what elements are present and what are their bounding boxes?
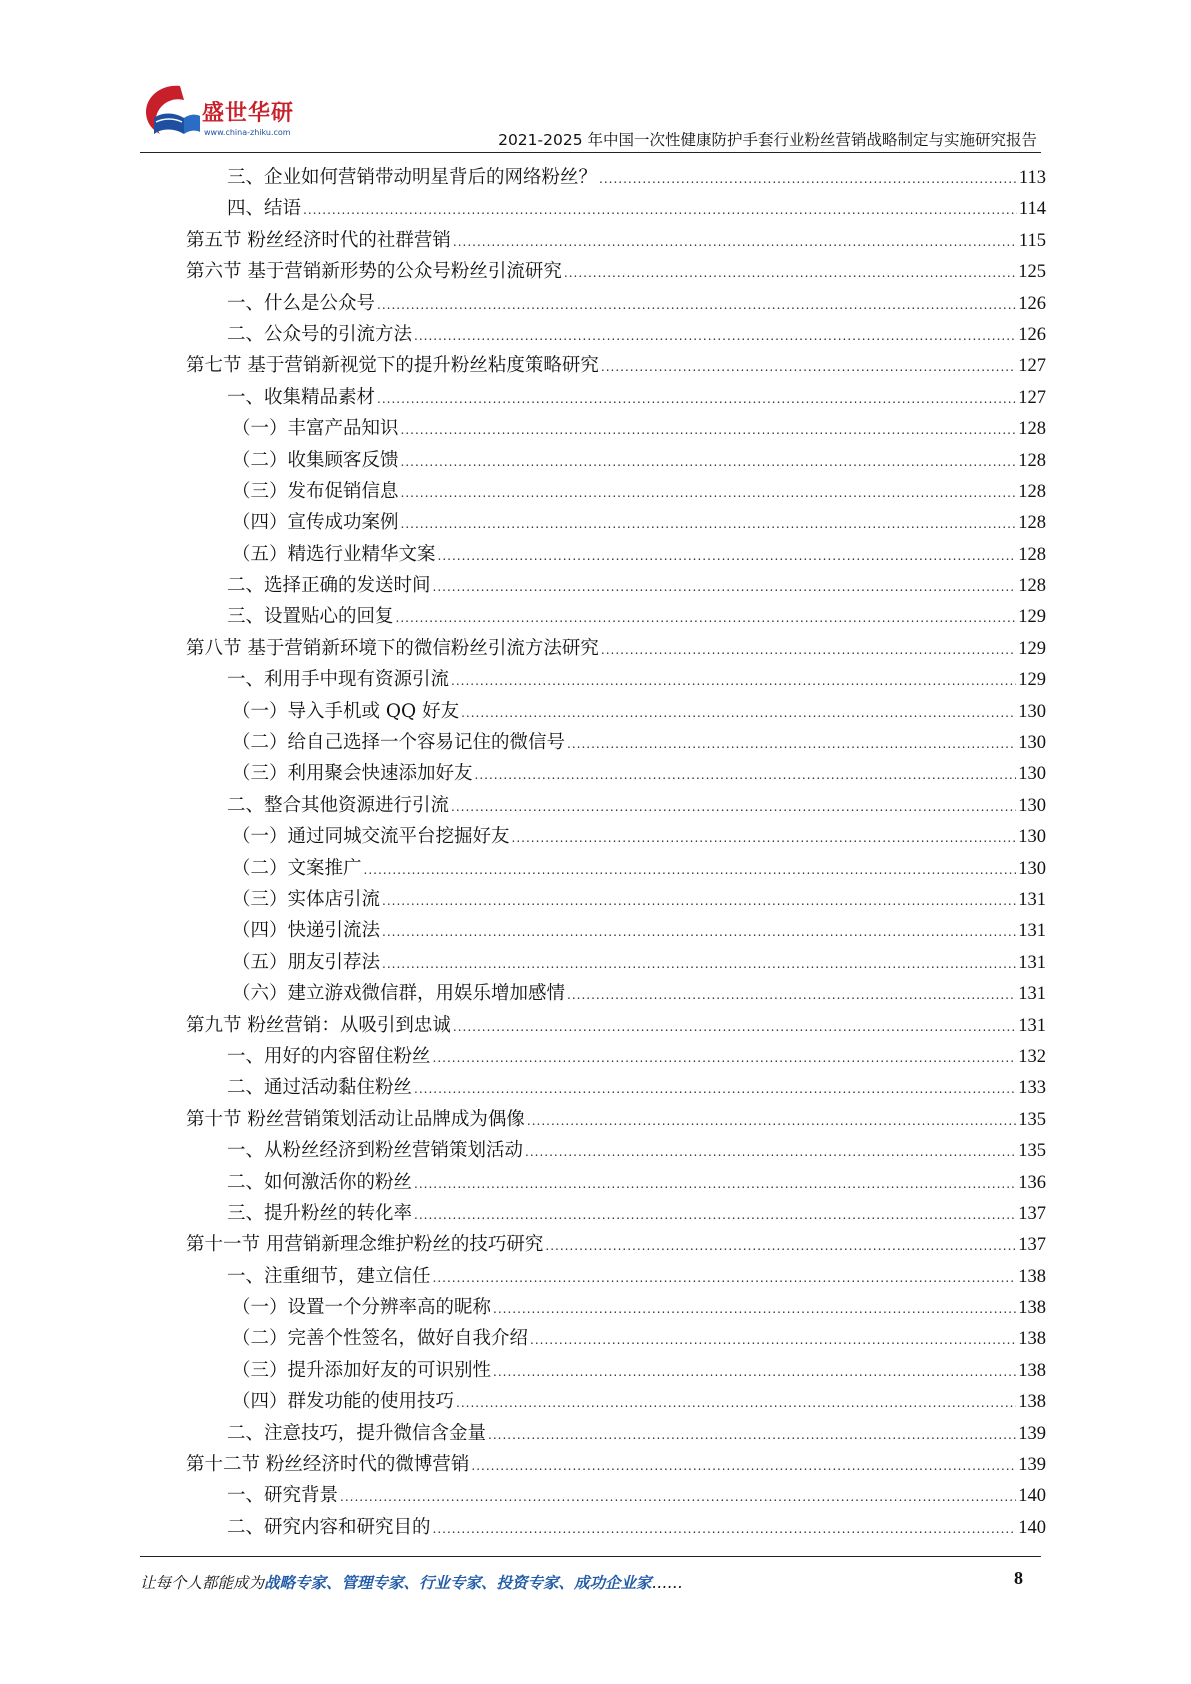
toc-entry-page: 131 xyxy=(1018,952,1046,973)
toc-leader-dots xyxy=(377,290,1016,321)
toc-entry[interactable] xyxy=(186,382,1046,413)
toc-entry-page: 130 xyxy=(1018,858,1046,879)
toc-entry[interactable] xyxy=(186,413,1046,444)
toc-entry-title: （三）利用聚会快速添加好友 xyxy=(232,763,473,785)
toc-leader-dots xyxy=(567,980,1016,1011)
toc-entry-page: 130 xyxy=(1018,733,1046,754)
table-of-contents xyxy=(186,162,1046,1543)
toc-entry-page: 138 xyxy=(1018,1392,1046,1413)
toc-entry-page: 140 xyxy=(1018,1517,1046,1538)
toc-leader-dots xyxy=(525,1137,1016,1168)
toc-entry-title: （四）快递引流法 xyxy=(232,920,381,942)
toc-leader-dots xyxy=(461,698,1016,729)
toc-entry-page: 137 xyxy=(1018,1203,1046,1224)
toc-leader-dots xyxy=(414,1200,1016,1231)
toc-entry-title: （二）完善个性签名，做好自我介绍 xyxy=(232,1328,529,1350)
toc-entry-title: （三）发布促销信息 xyxy=(232,480,399,502)
toc-entry-page: 128 xyxy=(1018,513,1046,534)
toc-leader-dots xyxy=(433,1263,1017,1294)
toc-entry[interactable] xyxy=(186,507,1046,538)
toc-entry-title: 二、研究内容和研究目的 xyxy=(227,1516,431,1538)
toc-entry[interactable] xyxy=(186,319,1046,350)
logo-emblem-icon xyxy=(140,82,204,142)
toc-entry-page: 130 xyxy=(1018,795,1046,816)
toc-leader-dots xyxy=(564,258,1016,289)
toc-leader-dots xyxy=(401,447,1017,478)
toc-entry-page: 140 xyxy=(1018,1486,1046,1507)
toc-entry-title: 第十二节 粉丝经济时代的微博营销 xyxy=(186,1454,470,1476)
toc-entry-page: 128 xyxy=(1018,419,1046,440)
toc-entry-page: 139 xyxy=(1018,1423,1046,1444)
toc-entry-page: 129 xyxy=(1018,638,1046,659)
toc-entry-page: 132 xyxy=(1018,1046,1046,1067)
toc-entry-title: 三、设置贴心的回复 xyxy=(227,606,394,628)
toc-entry-page: 128 xyxy=(1018,576,1046,597)
toc-entry-title: （二）文案推广 xyxy=(232,857,362,879)
toc-entry-title: 二、整合其他资源进行引流 xyxy=(227,794,450,816)
toc-entry-page: 135 xyxy=(1018,1109,1046,1130)
toc-entry-page: 130 xyxy=(1018,764,1046,785)
toc-entry-page: 131 xyxy=(1018,889,1046,910)
toc-leader-dots xyxy=(438,541,1017,572)
toc-leader-dots xyxy=(567,729,1016,760)
toc-entry[interactable] xyxy=(186,1072,1046,1103)
toc-entry-page: 125 xyxy=(1018,262,1046,283)
toc-leader-dots xyxy=(401,509,1017,540)
toc-entry-title: （四）宣传成功案例 xyxy=(232,512,399,534)
toc-entry-title: （一）设置一个分辨率高的昵称 xyxy=(232,1297,492,1319)
toc-entry[interactable] xyxy=(186,1292,1046,1323)
toc-entry[interactable] xyxy=(186,727,1046,758)
toc-entry-title: （五）朋友引荐法 xyxy=(232,951,381,973)
toc-entry-page: 126 xyxy=(1018,293,1046,314)
toc-entry-page: 136 xyxy=(1018,1172,1046,1193)
slogan-suffix: …… xyxy=(651,1574,683,1592)
toc-leader-dots xyxy=(475,760,1017,791)
toc-entry-title: 一、收集精品素材 xyxy=(227,386,376,408)
toc-leader-dots xyxy=(527,1106,1016,1137)
toc-leader-dots xyxy=(493,1357,1016,1388)
toc-entry-page: 115 xyxy=(1018,230,1046,251)
toc-entry[interactable] xyxy=(186,1261,1046,1292)
toc-leader-dots xyxy=(433,1514,1017,1545)
toc-entry[interactable] xyxy=(186,1323,1046,1354)
toc-entry-page: 126 xyxy=(1018,324,1046,345)
toc-entry-title: 一、用好的内容留住粉丝 xyxy=(227,1045,431,1067)
toc-entry[interactable] xyxy=(186,1480,1046,1511)
logo-name: 盛世华研 xyxy=(202,101,295,126)
toc-entry-title: 二、注意技巧，提升微信含金量 xyxy=(227,1422,487,1444)
toc-entry-page: 138 xyxy=(1018,1329,1046,1350)
toc-entry-title: 二、公众号的引流方法 xyxy=(227,323,413,345)
toc-leader-dots xyxy=(530,1325,1016,1356)
logo-url: www.china-zhiku.com xyxy=(204,128,291,137)
toc-entry[interactable] xyxy=(186,790,1046,821)
toc-entry-title: 一、利用手中现有资源引流 xyxy=(227,669,450,691)
toc-leader-dots xyxy=(340,1482,1016,1513)
toc-entry-title: 二、通过活动黏住粉丝 xyxy=(227,1077,413,1099)
toc-entry[interactable] xyxy=(186,350,1046,381)
toc-leader-dots xyxy=(382,886,1016,917)
toc-entry-title: 二、选择正确的发送时间 xyxy=(227,575,431,597)
toc-leader-dots xyxy=(493,1294,1016,1325)
slogan-prefix: 让每个人都能成为 xyxy=(140,1574,265,1592)
toc-leader-dots xyxy=(451,792,1016,823)
toc-entry[interactable] xyxy=(186,1418,1046,1449)
toc-entry[interactable] xyxy=(186,162,1046,193)
toc-entry-title: 第十节 粉丝营销策划活动让品牌成为偶像 xyxy=(186,1108,525,1130)
toc-leader-dots xyxy=(451,666,1016,697)
toc-entry[interactable] xyxy=(186,1512,1046,1543)
header-divider xyxy=(140,152,1041,153)
toc-entry-title: 第十一节 用营销新理念维护粉丝的技巧研究 xyxy=(186,1234,544,1256)
toc-entry-title: 第八节 基于营销新环境下的微信粉丝引流方法研究 xyxy=(186,637,599,659)
toc-entry-page: 131 xyxy=(1018,921,1046,942)
toc-entry-page: 113 xyxy=(1018,168,1046,188)
toc-leader-dots xyxy=(382,949,1016,980)
toc-entry-title: （三）提升添加好友的可识别性 xyxy=(232,1359,492,1381)
toc-entry[interactable] xyxy=(186,1386,1046,1417)
toc-leader-dots xyxy=(545,1231,1016,1262)
toc-entry-title: 一、注重细节，建立信任 xyxy=(227,1265,431,1287)
toc-entry[interactable] xyxy=(186,758,1046,789)
toc-leader-dots xyxy=(453,227,1017,258)
toc-entry-title: （一）通过同城交流平台挖掘好友 xyxy=(232,826,510,848)
toc-entry[interactable] xyxy=(186,1010,1046,1041)
toc-entry[interactable] xyxy=(186,445,1046,476)
toc-entry-page: 138 xyxy=(1018,1298,1046,1319)
toc-entry-page: 135 xyxy=(1018,1141,1046,1162)
toc-leader-dots xyxy=(488,1420,1016,1451)
toc-entry[interactable] xyxy=(186,633,1046,664)
toc-entry-page: 133 xyxy=(1018,1078,1046,1099)
toc-entry[interactable] xyxy=(186,1449,1046,1480)
toc-entry[interactable] xyxy=(186,1355,1046,1386)
footer-divider xyxy=(140,1556,1041,1557)
toc-leader-dots xyxy=(601,635,1016,666)
toc-entry[interactable] xyxy=(186,978,1046,1009)
toc-entry[interactable] xyxy=(186,193,1046,224)
toc-entry[interactable] xyxy=(186,1167,1046,1198)
toc-entry-page: 131 xyxy=(1018,1015,1046,1036)
toc-entry-title: 三、企业如何营销带动明星背后的网络粉丝？ xyxy=(227,167,598,188)
toc-leader-dots xyxy=(433,572,1017,603)
toc-entry-page: 129 xyxy=(1018,607,1046,628)
toc-entry-page: 129 xyxy=(1018,670,1046,691)
toc-entry-title: 第九节 粉丝营销：从吸引到忠诚 xyxy=(186,1014,451,1036)
toc-entry-title: 一、研究背景 xyxy=(227,1485,339,1507)
toc-leader-dots xyxy=(414,321,1016,352)
toc-entry-title: （三）实体店引流 xyxy=(232,888,381,910)
toc-entry-page: 114 xyxy=(1018,199,1046,220)
toc-entry[interactable] xyxy=(186,915,1046,946)
toc-leader-dots xyxy=(401,478,1017,509)
toc-entry-title: （二）给自己选择一个容易记住的微信号 xyxy=(232,732,566,754)
toc-entry[interactable] xyxy=(186,476,1046,507)
company-logo xyxy=(140,82,330,152)
toc-entry[interactable] xyxy=(186,256,1046,287)
toc-entry[interactable] xyxy=(186,853,1046,884)
toc-leader-dots xyxy=(414,1074,1016,1105)
slogan-highlight: 战略专家、管理专家、行业专家、投资专家、成功企业家 xyxy=(264,1573,652,1592)
toc-entry-page: 128 xyxy=(1018,450,1046,471)
toc-entry-page: 131 xyxy=(1018,984,1046,1005)
toc-leader-dots xyxy=(512,823,1017,854)
toc-entry-title: （一）导入手机或 QQ 好友 xyxy=(232,700,460,722)
toc-leader-dots xyxy=(364,855,1017,886)
toc-entry-page: 138 xyxy=(1018,1360,1046,1381)
toc-entry-page: 127 xyxy=(1018,387,1046,408)
toc-entry[interactable] xyxy=(186,947,1046,978)
toc-leader-dots xyxy=(414,1169,1016,1200)
toc-entry[interactable] xyxy=(186,1041,1046,1072)
toc-entry-title: 第五节 粉丝经济时代的社群营销 xyxy=(186,229,451,251)
toc-entry[interactable] xyxy=(186,539,1046,570)
toc-entry[interactable] xyxy=(186,696,1046,727)
footer-slogan xyxy=(140,1571,683,1593)
toc-entry-title: 三、提升粉丝的转化率 xyxy=(227,1202,413,1224)
toc-entry[interactable] xyxy=(186,884,1046,915)
toc-entry[interactable] xyxy=(186,570,1046,601)
toc-entry-page: 127 xyxy=(1018,356,1046,377)
toc-entry-page: 130 xyxy=(1018,827,1046,848)
toc-entry-page: 128 xyxy=(1018,544,1046,565)
toc-entry-title: 二、如何激活你的粉丝 xyxy=(227,1171,413,1193)
toc-leader-dots xyxy=(303,195,1017,226)
toc-entry[interactable] xyxy=(186,1229,1046,1260)
toc-leader-dots xyxy=(599,164,1017,195)
toc-leader-dots xyxy=(601,352,1016,383)
toc-entry-page: 130 xyxy=(1018,701,1046,722)
toc-leader-dots xyxy=(377,384,1016,415)
toc-entry-title: （一）丰富产品知识 xyxy=(232,418,399,440)
toc-leader-dots xyxy=(382,917,1016,948)
toc-entry-page: 128 xyxy=(1018,481,1046,502)
toc-entry-title: 一、从粉丝经济到粉丝营销策划活动 xyxy=(227,1140,524,1162)
toc-entry-title: （四）群发功能的使用技巧 xyxy=(232,1391,455,1413)
toc-entry-title: 第七节 基于营销新视觉下的提升粉丝粘度策略研究 xyxy=(186,355,599,377)
toc-entry-page: 139 xyxy=(1018,1455,1046,1476)
toc-entry[interactable] xyxy=(186,1135,1046,1166)
toc-entry-title: （六）建立游戏微信群，用娱乐增加感情 xyxy=(232,983,566,1005)
toc-entry[interactable] xyxy=(186,1198,1046,1229)
toc-entry[interactable] xyxy=(186,288,1046,319)
toc-entry-title: 一、什么是公众号 xyxy=(227,292,376,314)
toc-entry[interactable] xyxy=(186,601,1046,632)
toc-entry[interactable] xyxy=(186,664,1046,695)
toc-entry-title: （五）精选行业精华文案 xyxy=(232,543,436,565)
toc-entry-title: （二）收集顾客反馈 xyxy=(232,449,399,471)
page-number: 8 xyxy=(1014,1568,1023,1588)
toc-leader-dots xyxy=(433,1043,1017,1074)
toc-entry[interactable] xyxy=(186,821,1046,852)
toc-entry-page: 138 xyxy=(1018,1266,1046,1287)
toc-entry-title: 四、结语 xyxy=(227,198,302,220)
toc-leader-dots xyxy=(401,415,1017,446)
toc-entry[interactable] xyxy=(186,1104,1046,1135)
toc-leader-dots xyxy=(471,1451,1016,1482)
toc-leader-dots xyxy=(453,1012,1016,1043)
toc-leader-dots xyxy=(396,603,1017,634)
toc-entry-page: 137 xyxy=(1018,1235,1046,1256)
toc-leader-dots xyxy=(456,1388,1016,1419)
toc-entry-title: 第六节 基于营销新形势的公众号粉丝引流研究 xyxy=(186,261,562,283)
toc-entry[interactable] xyxy=(186,225,1046,256)
report-title: 2021-2025 年中国一次性健康防护手套行业粉丝营销战略制定与实施研究报告 xyxy=(498,131,1037,149)
